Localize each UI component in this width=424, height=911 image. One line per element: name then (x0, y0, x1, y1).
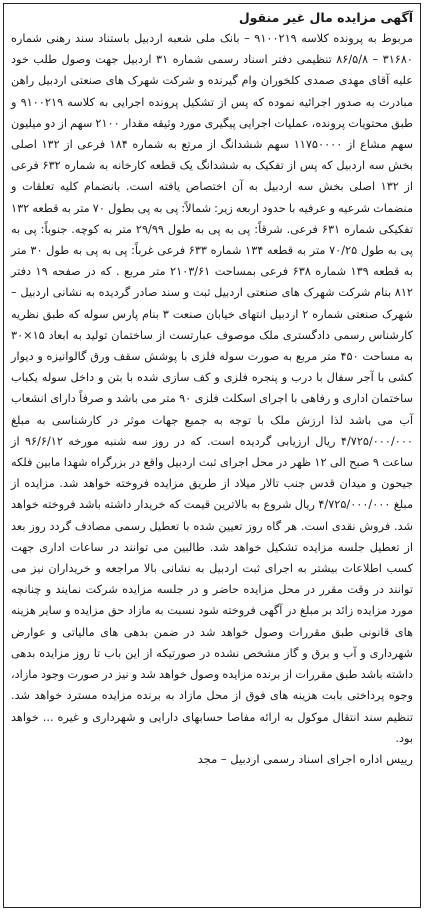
notice-body: مربوط به پرونده کلاسه ۹۱۰۰۲۱۹ – بانک ملی شعبه اردبیل باستناد سند رهنی شماره ۳۱۶۸۰ – ۸۶/۵/۸ تنظیمی دفتر اسناد رسمی شماره ۳۱ اردبیل جهت وصول طلب خود علیه آقای مهدی صمدی کلخوران وام گیرنده و شرکت شهرک های صنعتی اردبیل راهن مبادرت به صدور اجرائیه نموده که پس از تشکیل پرونده اجرایی به کلاسه ۹۱۰۰۲۱۹ و طبق محتویات پرونده، عملیات اجرایی پیگیری مورد وثیقه مقدار ۲۱۰۰ سهم از دو میلیون سهم مشاع از ۱۱۷۵۰۰۰۰ سهم ششدانگ از مرتع به شماره ۱۸۴ فرعی از ۱۳۲ اصلی بخش سه اردبیل که پس از تفکیک به ششدانگ یک قطعه کارخانه به شماره ۶۳۲ فرعی از ۱۳۲ اصلی بخش سه اردبیل به آن اختصاص یافته است. بانضمام کلیه تعلقات و منضمات شرعیه و عرفیه با حدود اربعه زیر: شمالاً: پی به پی بطول ۷۰ متر به قطعه ۱۳۲ تفکیکی شماره ۶۳۱ فرعی. شرقاً: پی به پی به طول ۲۹/۹۹ متر به کوچه. جنوباً: پی به پی به طول ۷۰/۲۵ متر به قطعه ۱۳۴ شماره ۶۳۳ فرعی غرباً: پی به پی به طول ۳۰ متر به قطعه ۱۳۹ شماره ۶۳۸ فرعی بمساحت ۲۱۰۳/۶۱ متر مربع . که در صفحه ۱۹ دفتر ۸۱۲ بنام شرکت شهرک های صنعتی اردبیل ثبت و سند صادر گردیده به نشانی اردبیل – شهرک صنعتی شماره ۲ اردبیل انتهای خیابان صنعت ۳ بنام پارس سوله که طبق نظریه کارشناس رسمی دادگستری ملک موصوف عبارتست از ساختمان تولید به ابعاد ۱۵×۳۰ به مساحت ۴۵۰ متر مربع به صورت سوله فلزی با پوشش سقف ورق گالوانیزه و دیوار کشی با آجر سفال با درب و پنجره فلزی و کف سازی شده با بتن و داخل سوله یکباب ساختمان اداری و رفاهی با اجرای اسکلت فلزی ۹۰ متر می باشد و صرفاً دارای انشعاب آب می باشد لذا ارزش ملک با توجه به جمیع جهات موثر در کارشناسی به مبلغ ۴/۷۲۵/۰۰۰/۰۰۰ ریال ارزیابی گردیده است. که در روز سه شنبه مورخه ۹۶/۶/۱۲ از ساعت ۹ صبح الی ۱۲ ظهر در محل اجرای ثبت اردبیل واقع در بزرگراه شهدا مابین فلکه جیحون و میدان قدس جنب تالار میلاد از طریق مزایده فروخته خواهد شد. مزایده از مبلغ ۴/۷۲۵/۰۰۰/۰۰۰ ریال شروع به بالاترین قیمت که خریدار داشته باشد فروخته خواهد شد. فروش نقدی است. هر گاه روز تعیین شده با تعطیل رسمی مصادف گردد روز بعد از تعطیل جلسه مزایده تشکیل خواهد شد. طالبین می توانند در ساعات اداری جهت کسب اطلاعات بیشتر به اجرای ثبت اردبیل به نشانی بالا مراجعه و خریداران نیز می توانند در وقت مقرر در محل مزایده حاضر و در جلسه مزایده شرکت نمایند و چنانچه مورد مزایده زائد بر مبلغ در آگهی فروخته شود نسبت به مازاد حق مزایده و سایر هزینه های قانونی طبق مقررات وصول خواهد شد در ضمن بدهی های مالیاتی و عوارض شهرداری و آب و برق و گاز مشخص نشده در صورتیکه از این باب تا روز مزایده بدهی داشته باشد طبق مقررات از برنده مزایده وصول خواهد شد و نیز در صورت وجود مازاد، وجوه پرداختی بابت هزینه های فوق از محل مازاد به برنده مزایده مسترد خواهد شد. تنظیم سند انتقال موکول به ارائه مفاصا حسابهای دارایی و شهرداری و غیره ... خواهد بود. (11, 32, 414, 745)
notice-signature: رییس اداره اجرای اسناد رسمی اردبیل – مجد (197, 751, 413, 766)
notice-title: آگهی مزایده مال غیر منقول (238, 10, 413, 25)
auction-notice (3, 3, 421, 908)
